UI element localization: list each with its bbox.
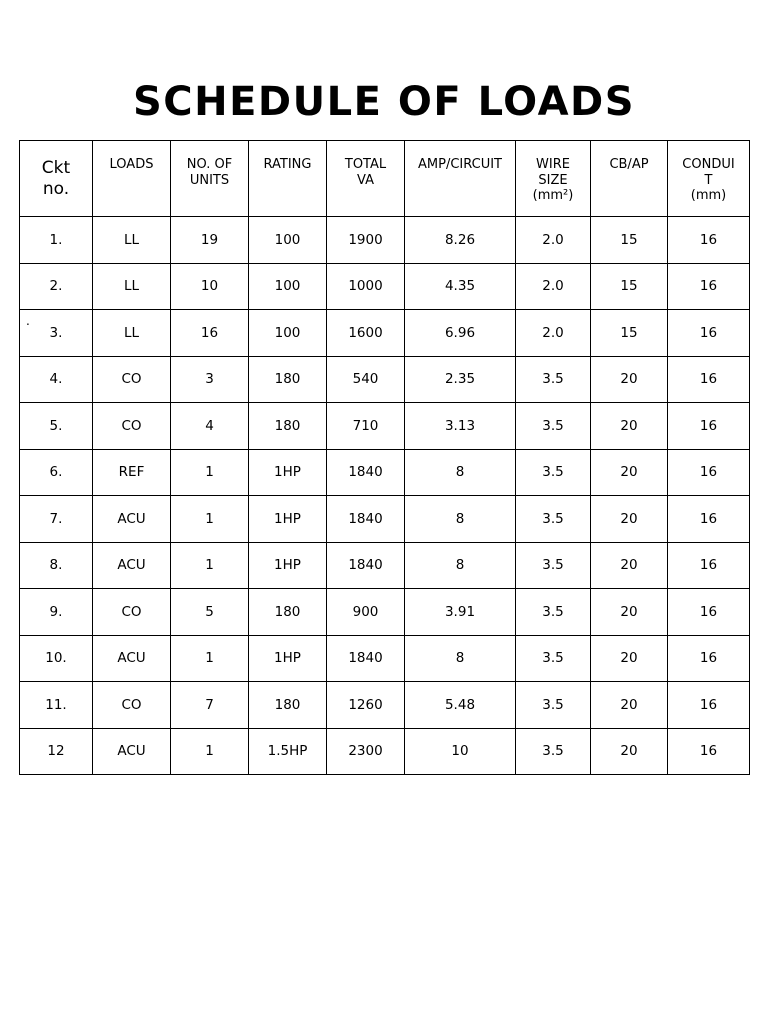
cell-total-va: 1840 <box>327 449 405 496</box>
cell-total-va: 1900 <box>327 217 405 264</box>
cell-conduit: 16 <box>668 635 750 682</box>
cell-loads: CO <box>93 682 171 729</box>
cell-conduit: 16 <box>668 496 750 543</box>
cell-cb-ap: 20 <box>591 635 668 682</box>
table-row <box>20 589 750 636</box>
cell-rating: 100 <box>249 217 327 264</box>
cell-cb-ap: 20 <box>591 589 668 636</box>
cell-conduit: 16 <box>668 263 750 310</box>
cell-amp-circuit: 6.96 <box>405 310 516 357</box>
cell-loads: CO <box>93 356 171 403</box>
header-label: CONDUI T (mm) <box>682 157 735 203</box>
cell-no-of-units: 5 <box>171 589 249 636</box>
cell-cb-ap: 20 <box>591 449 668 496</box>
cell-no-of-units: 1 <box>171 728 249 775</box>
cell-amp-circuit: 8 <box>405 542 516 589</box>
header-conduit <box>668 141 750 217</box>
table-row <box>20 635 750 682</box>
cell-ckt-no: 1. <box>20 217 93 264</box>
cell-no-of-units: 1 <box>171 635 249 682</box>
cell-ckt-no: 8. <box>20 542 93 589</box>
cell-conduit: 16 <box>668 356 750 403</box>
cell-ckt-no: 3. <box>20 310 93 357</box>
cell-conduit: 16 <box>668 217 750 264</box>
header-label: NO. OF UNITS <box>186 157 233 188</box>
cell-ckt-no: 2. <box>20 263 93 310</box>
cell-no-of-units: 7 <box>171 682 249 729</box>
cell-wire-size: 2.0 <box>516 263 591 310</box>
header-cb-ap <box>591 141 668 217</box>
cell-loads: CO <box>93 403 171 450</box>
cell-ckt-no: 7. <box>20 496 93 543</box>
cell-amp-circuit: 8 <box>405 449 516 496</box>
cell-amp-circuit: 10 <box>405 728 516 775</box>
table-row <box>20 217 750 264</box>
cell-wire-size: 2.0 <box>516 217 591 264</box>
stray-mark: . <box>26 314 30 328</box>
cell-conduit: 16 <box>668 310 750 357</box>
cell-wire-size: 3.5 <box>516 589 591 636</box>
cell-rating: 1HP <box>249 635 327 682</box>
cell-rating: 1HP <box>249 449 327 496</box>
header-label: RATING <box>263 157 312 172</box>
table-row <box>20 310 750 357</box>
cell-total-va: 1840 <box>327 542 405 589</box>
cell-cb-ap: 20 <box>591 682 668 729</box>
cell-no-of-units: 10 <box>171 263 249 310</box>
cell-cb-ap: 20 <box>591 496 668 543</box>
cell-loads: REF <box>93 449 171 496</box>
table-body <box>20 217 750 775</box>
header-label: AMP/CIRCUIT <box>418 157 502 172</box>
cell-no-of-units: 3 <box>171 356 249 403</box>
table-row <box>20 728 750 775</box>
cell-no-of-units: 4 <box>171 403 249 450</box>
cell-total-va: 540 <box>327 356 405 403</box>
table-row <box>20 449 750 496</box>
cell-cb-ap: 20 <box>591 356 668 403</box>
cell-cb-ap: 20 <box>591 403 668 450</box>
cell-amp-circuit: 8 <box>405 635 516 682</box>
cell-ckt-no: 6. <box>20 449 93 496</box>
cell-loads: LL <box>93 263 171 310</box>
cell-loads: LL <box>93 310 171 357</box>
cell-amp-circuit: 8.26 <box>405 217 516 264</box>
table-row <box>20 496 750 543</box>
header-ckt-no <box>20 141 93 217</box>
cell-total-va: 900 <box>327 589 405 636</box>
cell-cb-ap: 15 <box>591 217 668 264</box>
cell-rating: 100 <box>249 263 327 310</box>
cell-no-of-units: 1 <box>171 542 249 589</box>
cell-rating: 180 <box>249 589 327 636</box>
header-label: CB/AP <box>609 157 649 172</box>
cell-ckt-no: 10. <box>20 635 93 682</box>
cell-total-va: 1000 <box>327 263 405 310</box>
cell-amp-circuit: 3.91 <box>405 589 516 636</box>
cell-total-va: 1840 <box>327 496 405 543</box>
cell-total-va: 1600 <box>327 310 405 357</box>
cell-loads: ACU <box>93 635 171 682</box>
cell-cb-ap: 15 <box>591 263 668 310</box>
table-row <box>20 682 750 729</box>
table-row <box>20 263 750 310</box>
table-row <box>20 403 750 450</box>
cell-amp-circuit: 2.35 <box>405 356 516 403</box>
header-rating <box>249 141 327 217</box>
cell-amp-circuit: 4.35 <box>405 263 516 310</box>
cell-conduit: 16 <box>668 542 750 589</box>
cell-wire-size: 3.5 <box>516 728 591 775</box>
cell-cb-ap: 20 <box>591 728 668 775</box>
cell-wire-size: 3.5 <box>516 496 591 543</box>
cell-wire-size: 3.5 <box>516 542 591 589</box>
cell-wire-size: 3.5 <box>516 635 591 682</box>
cell-rating: 1HP <box>249 542 327 589</box>
header-total-va <box>327 141 405 217</box>
cell-total-va: 710 <box>327 403 405 450</box>
cell-cb-ap: 15 <box>591 310 668 357</box>
cell-cb-ap: 20 <box>591 542 668 589</box>
cell-loads: CO <box>93 589 171 636</box>
header-no-of-units <box>171 141 249 217</box>
cell-no-of-units: 19 <box>171 217 249 264</box>
page-title: SCHEDULE OF LOADS <box>132 79 636 125</box>
cell-loads: LL <box>93 217 171 264</box>
cell-conduit: 16 <box>668 449 750 496</box>
cell-conduit: 16 <box>668 589 750 636</box>
cell-wire-size: 3.5 <box>516 403 591 450</box>
header-label: WIRE SIZE (mm²) <box>532 157 574 203</box>
cell-total-va: 2300 <box>327 728 405 775</box>
header-amp-circuit <box>405 141 516 217</box>
cell-total-va: 1840 <box>327 635 405 682</box>
cell-conduit: 16 <box>668 682 750 729</box>
header-label: Ckt no. <box>41 157 71 199</box>
cell-wire-size: 3.5 <box>516 356 591 403</box>
cell-rating: 180 <box>249 403 327 450</box>
cell-ckt-no: 12 <box>20 728 93 775</box>
cell-ckt-no: 9. <box>20 589 93 636</box>
header-label: LOADS <box>109 157 154 172</box>
cell-ckt-no: 5. <box>20 403 93 450</box>
cell-no-of-units: 1 <box>171 496 249 543</box>
cell-rating: 100 <box>249 310 327 357</box>
cell-loads: ACU <box>93 496 171 543</box>
cell-total-va: 1260 <box>327 682 405 729</box>
cell-no-of-units: 1 <box>171 449 249 496</box>
cell-amp-circuit: 8 <box>405 496 516 543</box>
cell-loads: ACU <box>93 728 171 775</box>
cell-conduit: 16 <box>668 728 750 775</box>
cell-wire-size: 3.5 <box>516 449 591 496</box>
cell-wire-size: 3.5 <box>516 682 591 729</box>
header-label: TOTAL VA <box>344 157 387 188</box>
cell-loads: ACU <box>93 542 171 589</box>
schedule-of-loads-table <box>19 140 750 775</box>
cell-rating: 180 <box>249 682 327 729</box>
table-row <box>20 542 750 589</box>
cell-rating: 180 <box>249 356 327 403</box>
cell-no-of-units: 16 <box>171 310 249 357</box>
header-loads <box>93 141 171 217</box>
cell-rating: 1.5HP <box>249 728 327 775</box>
cell-rating: 1HP <box>249 496 327 543</box>
cell-ckt-no: 4. <box>20 356 93 403</box>
header-wire-size <box>516 141 591 217</box>
cell-ckt-no: 11. <box>20 682 93 729</box>
cell-conduit: 16 <box>668 403 750 450</box>
cell-amp-circuit: 3.13 <box>405 403 516 450</box>
cell-amp-circuit: 5.48 <box>405 682 516 729</box>
cell-wire-size: 2.0 <box>516 310 591 357</box>
header-row <box>20 141 750 217</box>
table-row <box>20 356 750 403</box>
